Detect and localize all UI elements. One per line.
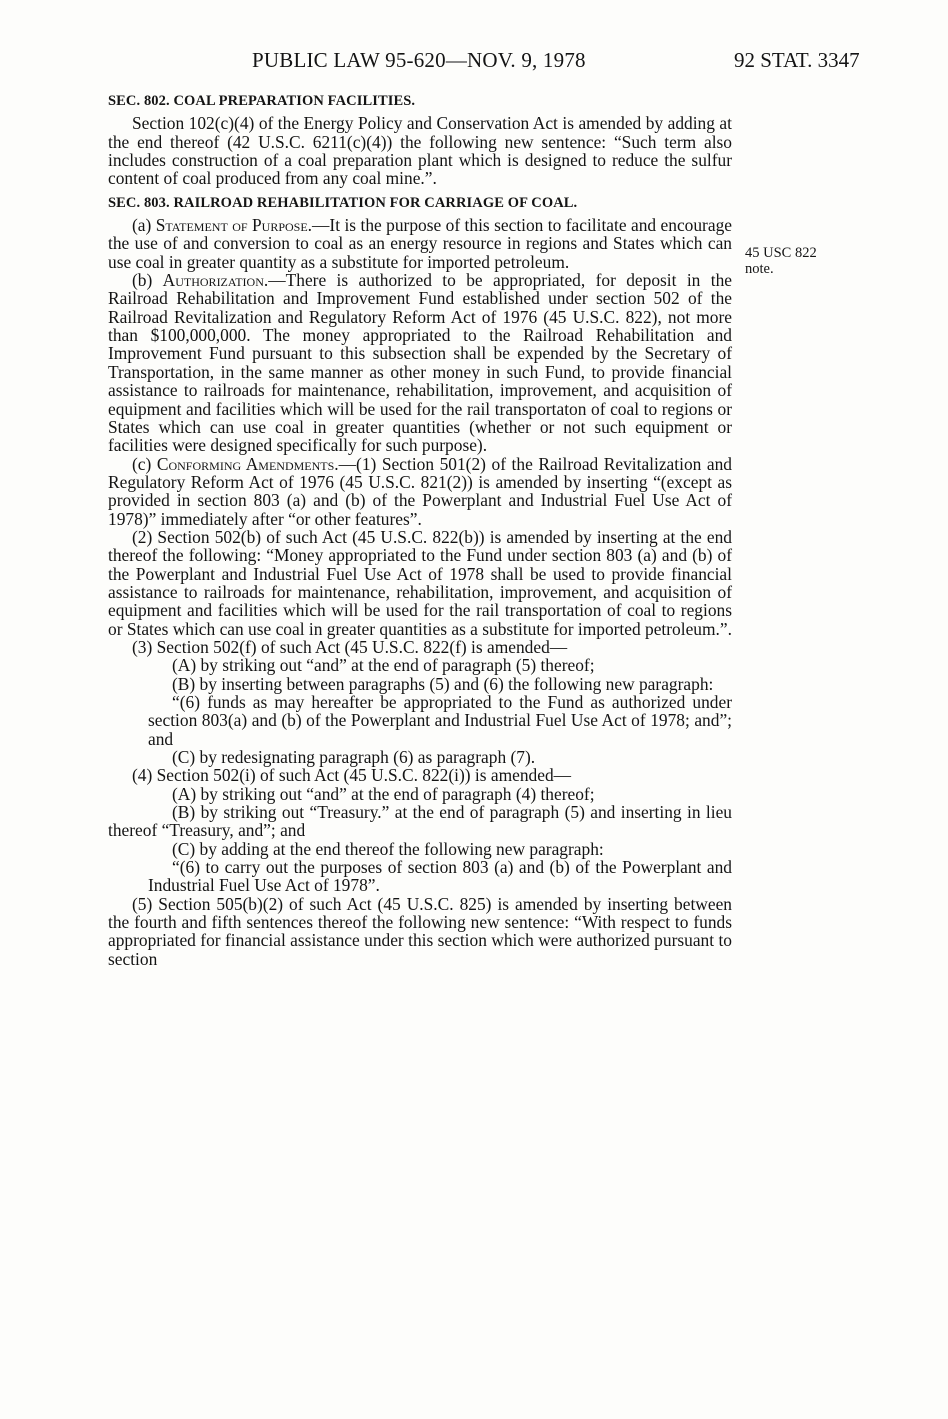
- subsection-c-title: Conforming Amendments.: [156, 453, 339, 474]
- paragraph-3-c: (C) by redesignating paragraph (6) as paragraph (7).: [172, 747, 536, 768]
- paragraph-4: (4) Section 502(i) of such Act (45 U.S.C. 822(i)) is amended—: [132, 765, 572, 786]
- body-text: [108, 92, 732, 968]
- margin-note-citation: 45 USC 822: [745, 245, 817, 261]
- subsection-b: [108, 271, 732, 454]
- paragraph-2: (2) Section 502(b) of such Act (45 U.S.C. 822(b)) is amended by inserting at the end thereof the following: “Money appropriated to the Fund under section 803 (a) and (b) of the Powerplant and Industrial Fuel Use Act of 1978 shall be used to provide financial assistance to railroads for maintenance, rehabilitation, improvement, and acquisition of equipment and facilities which will be used for the rail transportation of coal to regions or States which can use coal in greater quantities as a substitute for imported petroleum.”.: [108, 526, 732, 639]
- paragraph-3-b: (B) by inserting between paragraphs (5) and (6) the following new paragraph:: [172, 673, 714, 694]
- section-802-text: Section 102(c)(4) of the Energy Policy and Conservation Act is amended by adding at the end thereof (42 U.S.C. 6211(c)(4)) the following new sentence: “Such term also includes construction of a coal preparation plant which is designed to reduce the sulfur content of coal produced from any coal mine.”.: [108, 113, 732, 189]
- subsection-a-title: Statement of Purpose.: [155, 215, 313, 236]
- paragraph-3-b-6: “(6) funds as may hereafter be appropriated to the Fund as authorized under section 803(a) and (b) of the Powerplant and Industrial Fuel Use Act of 1978; and”; and: [148, 692, 732, 749]
- section-803-heading: SEC. 803. RAILROAD REHABILITATION FOR CARRIAGE OF COAL.: [108, 194, 578, 211]
- paragraph-5: (5) Section 505(b)(2) of such Act (45 U.S.C. 825) is amended by inserting between the fourth and fifth sentences thereof the following new sentence: “With respect to funds appropriated for financial assistance under this section which were authorized pursuant to section: [108, 893, 732, 969]
- paragraph-4-c-6: “(6) to carry out the purposes of section 803 (a) and (b) of the Powerplant and Industrial Fuel Use Act of 1978”.: [148, 857, 732, 896]
- subsection-b-label: (b): [132, 270, 153, 291]
- paragraph-4-a: (A) by striking out “and” at the end of paragraph (4) thereof;: [172, 783, 595, 804]
- paragraph-4-c: (C) by adding at the end thereof the following new paragraph:: [172, 838, 604, 859]
- subsection-c-text: —(1) Section 501(2) of the Railroad Revitalization and Regulatory Reform Act of 1976 (45 U.S.C. 821(2)) is amended by inserting “(except as provided in section 803 (a) and (b) of the Powerplant and Industrial Fuel Use Act of 1978)” immediately after “or other features”.: [108, 453, 732, 529]
- subsection-b-title: Authorization.: [162, 270, 269, 291]
- running-head-title: PUBLIC LAW 95-620—NOV. 9, 1978: [252, 48, 586, 72]
- subsection-c-label: (c): [132, 453, 152, 474]
- subsection-c: [108, 455, 732, 528]
- section-802-heading: SEC. 802. COAL PREPARATION FACILITIES.: [108, 93, 416, 109]
- subsection-b-text: —There is authorized to be appropriated, for deposit in the Railroad Rehabilitation and Improvement Fund established under section 502 of the Railroad Revitalization and Regulatory Reform Act of 1976 (45 U.S.C. 822), not more than $100,000,000. The money appropriated to the Railroad Rehabilitation and Improvement Fund pursuant to this subsection shall be expended by the Secretary of Transportation, in the same manner as other money in such Fund, to provide financial assistance to railroads for maintenance, rehabilitation, improvement, and acquisition of equipment and facilities which will be used for the rail transportaton of coal to regions or States which can use coal in greater quantities (whether or not such equipment or facilities were designed specifically for such purpose).: [108, 270, 732, 456]
- subsection-a-text: —It is the purpose of this section to facilitate and encourage the use of and conversion to coal as an energy resource in regions and States which can use coal in greater quantity as a substitute for imported petroleum.: [108, 215, 732, 272]
- paragraph-3-a: (A) by striking out “and” at the end of paragraph (5) thereof;: [172, 655, 595, 676]
- paragraph-3: (3) Section 502(f) of such Act (45 U.S.C. 822(f) is amended—: [132, 636, 568, 657]
- margin-note-label: note.: [745, 261, 774, 277]
- margin-note: [745, 245, 855, 277]
- paragraph-4-b: (B) by striking out “Treasury.” at the end of paragraph (5) and inserting in lieu thereof “Treasury, and”; and: [108, 802, 732, 841]
- statute-page-number: 92 STAT. 3347: [734, 48, 860, 72]
- subsection-a: [108, 216, 732, 271]
- subsection-a-label: (a): [132, 215, 152, 236]
